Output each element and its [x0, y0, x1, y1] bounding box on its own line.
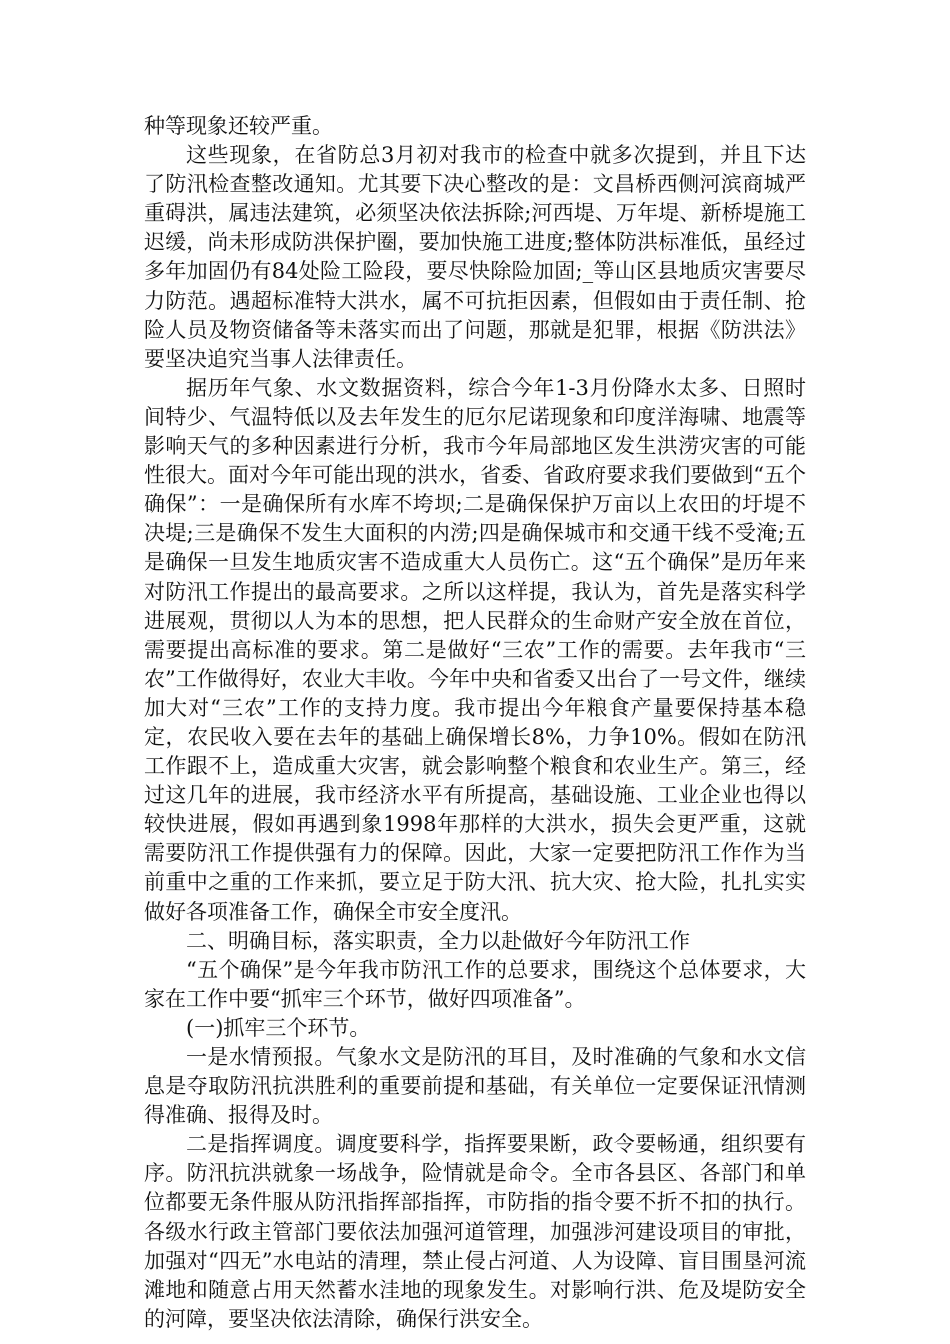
paragraph: 一是水情预报。气象水文是防汛的耳目，及时准确的气象和水文信息是夺取防汛抗洪胜利的重要前提和基础，有关单位一定要保证汛情测得准确、报得及时。 — [144, 1045, 806, 1128]
subsection-heading: (一)抓牢三个环节。 — [186, 1015, 371, 1040]
paragraph: 据历年气象、水文数据资料，综合今年1-3月份降水太多、日照时间特少、气温特低以及去年发生的厄尔尼诺现象和印度洋海啸、地震等影响天气的多种因素进行分析，我市今年局部地区发生洪涝灾害的可能性很大。面对今年可能出现的洪水，省委、省政府要求我们要做到“五个确保”：一是确保所有水库不垮坝;二是确保保护万亩以上农田的圩堤不决堤;三是确保不发生大面积的内涝;四是确保城市和交通干线不受淹;五是确保一旦发生地质灾害不造成重大人员伤亡。这“五个确保”是历年来对防汛工作提出的最高要求。之所以这样提，我认为，首先是落实科学进展观，贯彻以人为本的思想，把人民群众的生命财产安全放在首位，需要提出高标准的要求。第二是做好“三农”工作的需要。去年我市“三农”工作做得好，农业大丰收。今年中央和省委又出台了一号文件，继续加大对“三农”工作的支持力度。我市提出今年粮食产量要保持基本稳定，农民收入要在去年的基础上确保增长8%，力争10%。假如在防汛工作跟不上，造成重大灾害，就会影响整个粮食和农业生产。第三，经过这几年的进展，我市经济水平有所提高，基础设施、工业企业也得以较快进展，假如再遇到象1998年那样的大洪水，损失会更严重，这就需要防汛工作提供强有力的保障。因此，大家一定要把防汛工作作为当前重中之重的工作来抓，要立足于防大汛、抗大灾、抢大险，扎扎实实做好各项准备工作，确保全市安全度汛。 — [144, 375, 806, 924]
paragraph: 种等现象还较严重。 — [144, 114, 333, 138]
section-heading: 二、明确目标，落实职责，全力以赴做好今年防汛工作 — [186, 928, 690, 953]
document-body — [144, 112, 806, 1334]
paragraph: 二是指挥调度。调度要科学，指挥要果断，政令要畅通，组织要有序。防汛抗洪就象一场战争，险情就是命令。全市各县区、各部门和单位都要无条件服从防汛指挥部指挥，市防指的指令要不折不扣的执行。各级水行政主管部门要依法加强河道管理，加强涉河建设项目的审批，加强对“四无”水电站的清理，禁止侵占河道、人为设障、盲目围垦河流滩地和随意占用天然蓄水洼地的现象发生。对影响行洪、危及堤防安全的河障，要坚决依法清除，确保行洪安全。 — [144, 1132, 806, 1331]
paragraph: 这些现象，在省防总3月初对我市的检查中就多次提到，并且下达了防汛检查整改通知。尤其要下决心整改的是：文昌桥西侧河滨商城严重碍洪，属违法建筑，必须坚决依法拆除;河西堤、万年堤、新桥堤施工迟缓，尚未形成防洪保护圈，要加快施工进度;整体防洪标准低，虽经过多年加固仍有84处险工险段，要尽快除险加固;_等山区县地质灾害要尽力防范。遇超标准特大洪水，属不可抗拒因素，但假如由于责任制、抢险人员及物资储备等未落实而出了问题，那就是犯罪，根据《防洪法》要坚决追究当事人法律责任。 — [144, 143, 806, 371]
paragraph: “五个确保”是今年我市防汛工作的总要求，围绕这个总体要求，大家在工作中要“抓牢三个环节，做好四项准备”。 — [144, 957, 806, 1011]
